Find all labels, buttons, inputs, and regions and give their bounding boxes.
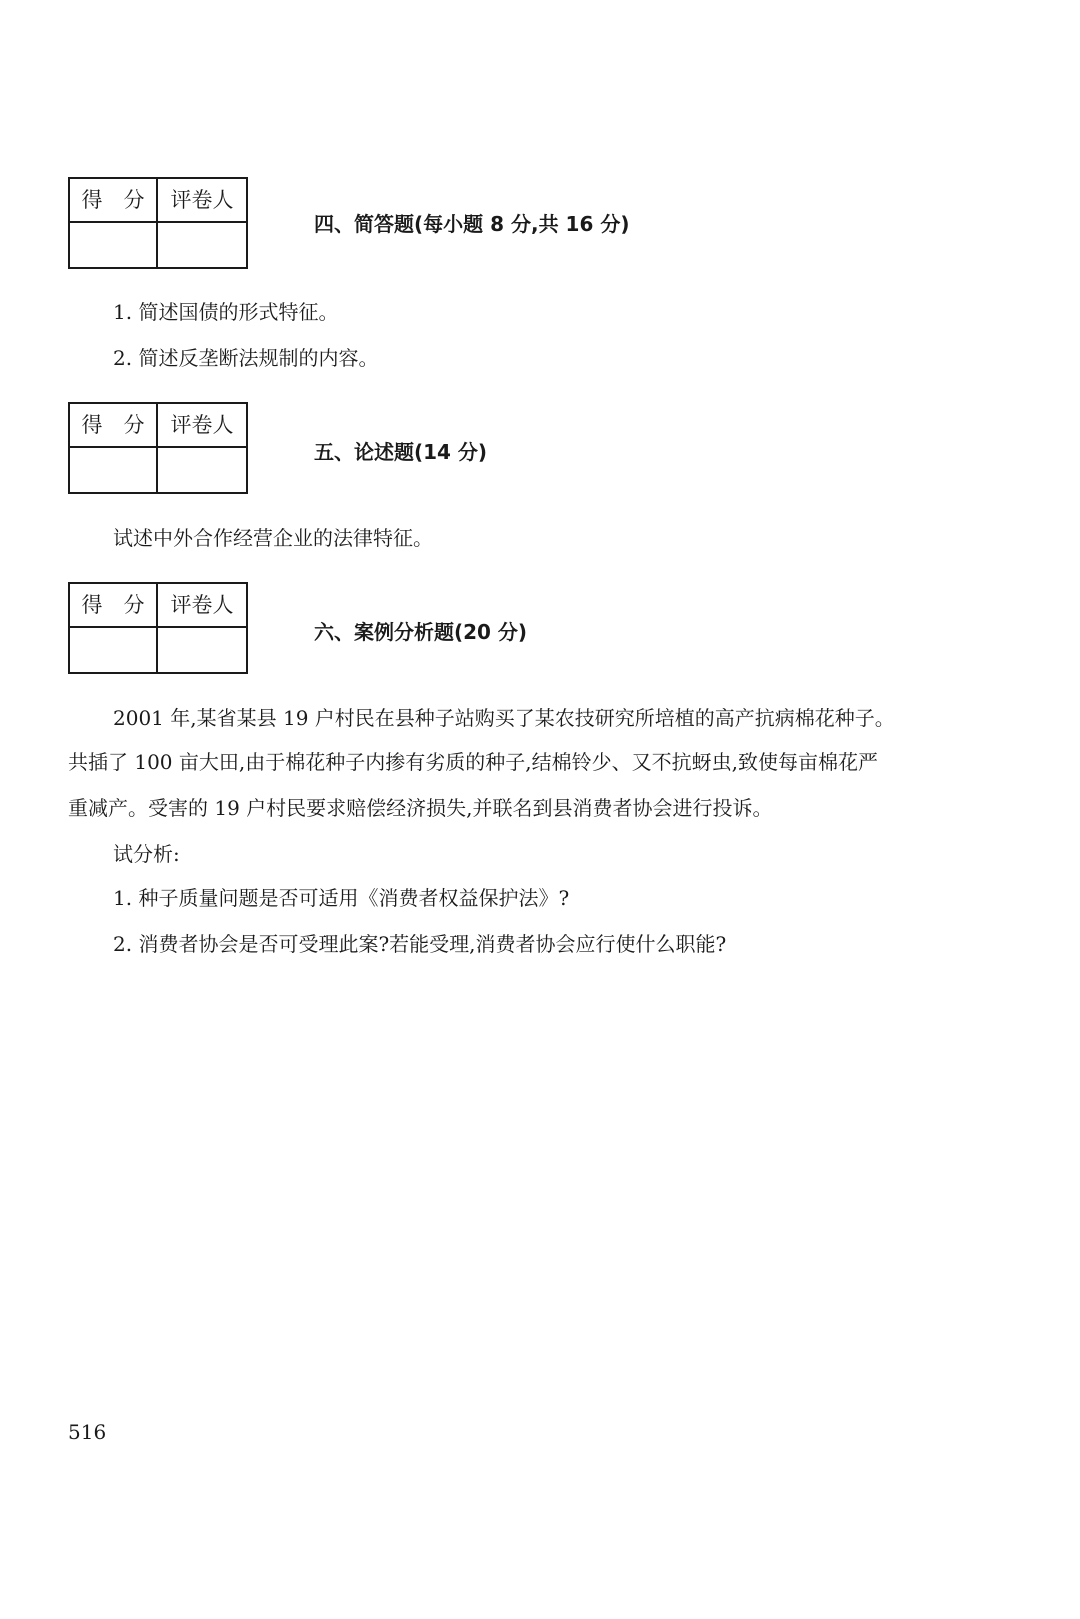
grader-input-cell[interactable] — [158, 223, 246, 267]
grader-label: 评卷人 — [158, 179, 246, 223]
score-box — [68, 402, 248, 494]
question-item: 试述中外合作经营企业的法律特征。 — [113, 526, 433, 550]
score-label: 得 分 — [70, 179, 158, 223]
case-paragraph-line: 2001 年,某省某县 19 户村民在县种子站购买了某农技研究所培植的高产抗病棉花种子。 — [113, 706, 895, 730]
section-title-short-answer: 四、简答题(每小题 8 分,共 16 分) — [314, 212, 630, 236]
grader-label: 评卷人 — [158, 404, 246, 448]
section-title-case-analysis: 六、案例分析题(20 分) — [314, 620, 528, 644]
score-label: 得 分 — [70, 404, 158, 448]
score-input-cell[interactable] — [70, 223, 158, 267]
grader-label: 评卷人 — [158, 584, 246, 628]
score-box — [68, 582, 248, 674]
score-box — [68, 177, 248, 269]
question-item: 1. 种子质量问题是否可适用《消费者权益保护法》? — [113, 886, 570, 910]
grader-input-cell[interactable] — [158, 628, 246, 672]
page-number: 516 — [68, 1420, 107, 1444]
case-paragraph-line: 重减产。受害的 19 户村民要求赔偿经济损失,并联名到县消费者协会进行投诉。 — [68, 796, 773, 820]
case-paragraph-line: 共插了 100 亩大田,由于棉花种子内掺有劣质的种子,结棉铃少、又不抗蚜虫,致使每亩棉花严 — [68, 750, 878, 774]
analysis-prompt: 试分析: — [113, 842, 180, 866]
score-input-cell[interactable] — [70, 448, 158, 492]
question-item: 1. 简述国债的形式特征。 — [113, 300, 339, 324]
score-label: 得 分 — [70, 584, 158, 628]
score-input-cell[interactable] — [70, 628, 158, 672]
grader-input-cell[interactable] — [158, 448, 246, 492]
question-item: 2. 消费者协会是否可受理此案?若能受理,消费者协会应行使什么职能? — [113, 932, 727, 956]
section-title-essay: 五、论述题(14 分) — [314, 440, 488, 464]
question-item: 2. 简述反垄断法规制的内容。 — [113, 346, 379, 370]
